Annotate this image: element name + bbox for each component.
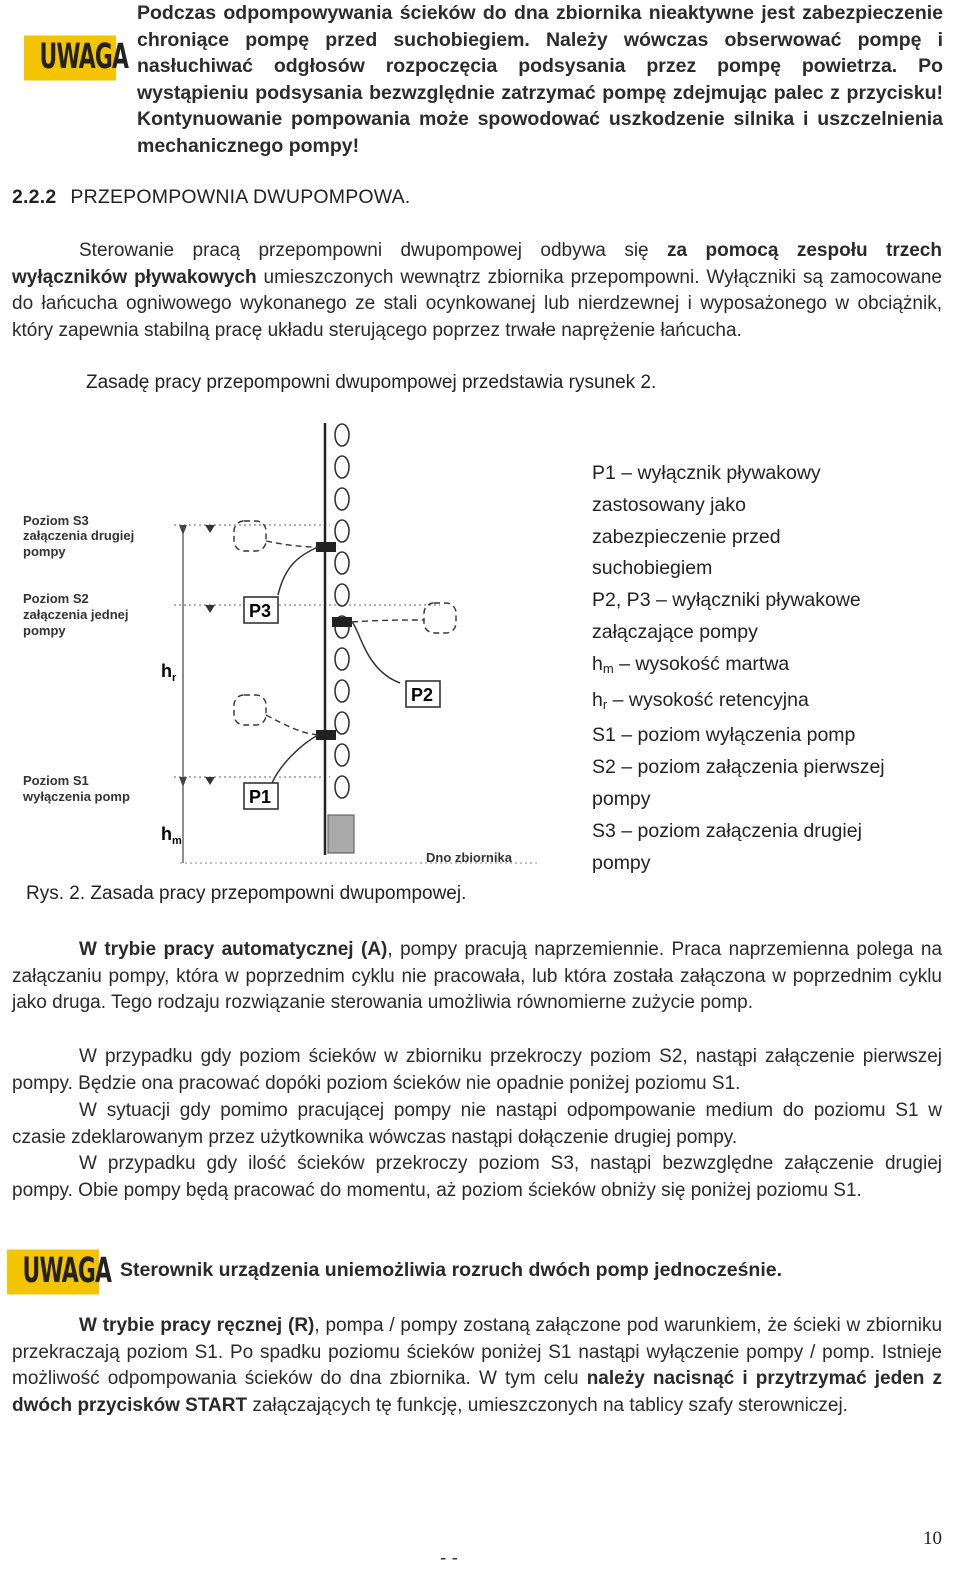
legend-hr: $h_r$ – wysokość retencyjna	[592, 688, 809, 712]
auto-mode-paragraph: W trybie pracy automatycznej (A), pompy pracują naprzemiennie. Praca naprzemienna polega na załączaniu pompy, która w poprzednim cyklu nie pracowała, lub która została załączona w poprzednim cyklu jako druga. Tego rodzaju rozwiązanie sterowania umożliwia równomierne zużycie pomp.	[12, 939, 943, 1014]
figure-caption: Rys. 2. Zasada pracy przepompowni dwupompowej.	[26, 883, 467, 904]
dim-arrow-mid	[179, 777, 187, 787]
chain	[335, 424, 349, 798]
weight	[328, 815, 354, 853]
intro-paragraph: Sterowanie pracą przepompowni dwupompowej odbywa się za pomocą zespołu trzech wyłączników pływakowych umieszczonych wewnątrz zbiornika przepompowni. Wyłączniki są zamocowane do łańcucha ogniwowego wykonanego ze stali ocynkowanej lub nierdzewnej i wyposażonego w obciążnik, który zapewnia stabilną pracę układu sterującego poprzez trwałe naprężenie łańcucha.	[12, 240, 942, 341]
svg-text:pompy: pompy	[23, 623, 66, 638]
cable-p2	[352, 622, 400, 683]
svg-text:Poziom S3: Poziom S3	[23, 513, 89, 528]
diagram-legend: P1 – wyłącznik pływakowy zastosowany jako zabezpieczenie przed suchobiegiem P2, P3 – wyłączniki pływakowe załączające pompy $h_m$ – wysokość martwa $h_r$ – wysokość retencyjna S1 – poziom wyłączenia pomp S2 – poziom załączenia pierwszej pompy S3 – poziom załączenia drugiej pompy	[592, 458, 952, 879]
pump-station-diagram	[0, 415, 560, 875]
dead-height-label: $h_m$	[161, 824, 182, 847]
level-line-s3	[174, 525, 330, 533]
svg-text:załączenia jednej: załączenia jednej	[23, 607, 129, 622]
section-title: PRZEPOMPOWNIA DWUPOMPOWA.	[70, 186, 411, 208]
svg-text:Poziom S2: Poziom S2	[23, 591, 89, 606]
warning-badge-2: UWAGA	[7, 1250, 99, 1295]
svg-text:P3: P3	[249, 601, 272, 621]
level-s2-label	[23, 591, 129, 638]
svg-text:P1: P1	[249, 787, 272, 807]
svg-text:pompy: pompy	[23, 544, 66, 559]
float-p1	[244, 783, 278, 809]
warning-badge: UWAGA	[24, 36, 116, 81]
clamp-p1	[316, 730, 336, 740]
float-p3	[244, 597, 278, 623]
figure-reference: Zasadę pracy przepompowni dwupompowej przedstawia rysunek 2.	[86, 372, 657, 393]
retention-height-label: $h_r$	[161, 661, 177, 684]
paragraph-second-pump: W sytuacji gdy pomimo pracującej pompy nie nastąpi odpompowanie medium do poziomu S1 w czasie zdeklarowanym przez użytkownika wówczas nastąpi dołączenie drugiej pompy.	[12, 1100, 942, 1148]
svg-text:załączenia drugiej: załączenia drugiej	[23, 528, 135, 543]
page-number: 10	[923, 1528, 942, 1549]
svg-text:Poziom S1: Poziom S1	[23, 773, 89, 788]
section-heading	[12, 186, 411, 209]
float-p2	[406, 681, 440, 707]
dim-arrow-top	[179, 525, 187, 535]
section-number: 2.2.2	[12, 186, 57, 208]
level-s1-label	[22, 773, 130, 804]
paragraph-s3: W przypadku gdy ilość ścieków przekroczy poziom S3, nastąpi bezwzględne załączenie drugiej pompy. Obie pompy będą pracować do momentu, aż poziom ścieków obniży się poniżej poziomu S1.	[12, 1153, 942, 1201]
cable-p1	[272, 735, 318, 783]
warning-text: Podczas odpompowywania ścieków do dna zbiornika nieaktywne jest zabezpieczenie chroniące pompę przed suchobiegiem. Należy wówczas obserwować pompę i nasłuchiwać odgłosów rozpoczęcia podsysania przez pompę powietrza. Po wystąpieniu podsysania bezwzględnie zatrzymać pompę zdejmując palec z przycisku! Kontynuowanie pompowania może spowodować uszkodzenie silnika i uszczelnienia mechanicznego pompy!	[137, 2, 943, 157]
clamp-p3	[316, 542, 336, 552]
legend-hm: $h_m$ – wysokość martwa	[592, 652, 790, 676]
warning-text-2: Sterownik urządzenia uniemożliwia rozruch dwóch pomp jednocześnie.	[120, 1259, 783, 1281]
footer-mark: - -	[440, 1548, 458, 1569]
svg-text:wyłączenia pomp: wyłączenia pomp	[23, 789, 130, 804]
tank-bottom-label: Dno zbiornika	[426, 850, 512, 865]
level-s3-label	[23, 513, 134, 559]
svg-text:P2: P2	[411, 685, 434, 705]
cable-p3	[278, 547, 318, 595]
level-line-s2	[174, 605, 440, 613]
paragraph-s2: W przypadku gdy poziom ścieków w zbiorniku przekroczy poziom S2, nastąpi załączenie pierwszej pompy. Będzie ona pracować dopóki poziom ścieków nie opadnie poniżej poziomu S1.	[12, 1046, 942, 1094]
clamp-p2	[332, 617, 352, 627]
manual-mode-paragraph: W trybie pracy ręcznej (R), pompa / pompy zostaną załączone pod warunkiem, że ścieki w zbiorniku przekraczają poziom S1. Po spadku poziomu ścieków poniżej S1 nastąpi wyłączenie pompy / pomp. Istnieje możliwość odpompowania ścieków do dna zbiornika. W tym celu należy nacisnąć i przytrzymać jeden z dwóch przycisków START załączających tę funkcję, umieszczonych na tablicy szafy sterowniczej.	[12, 1315, 943, 1416]
